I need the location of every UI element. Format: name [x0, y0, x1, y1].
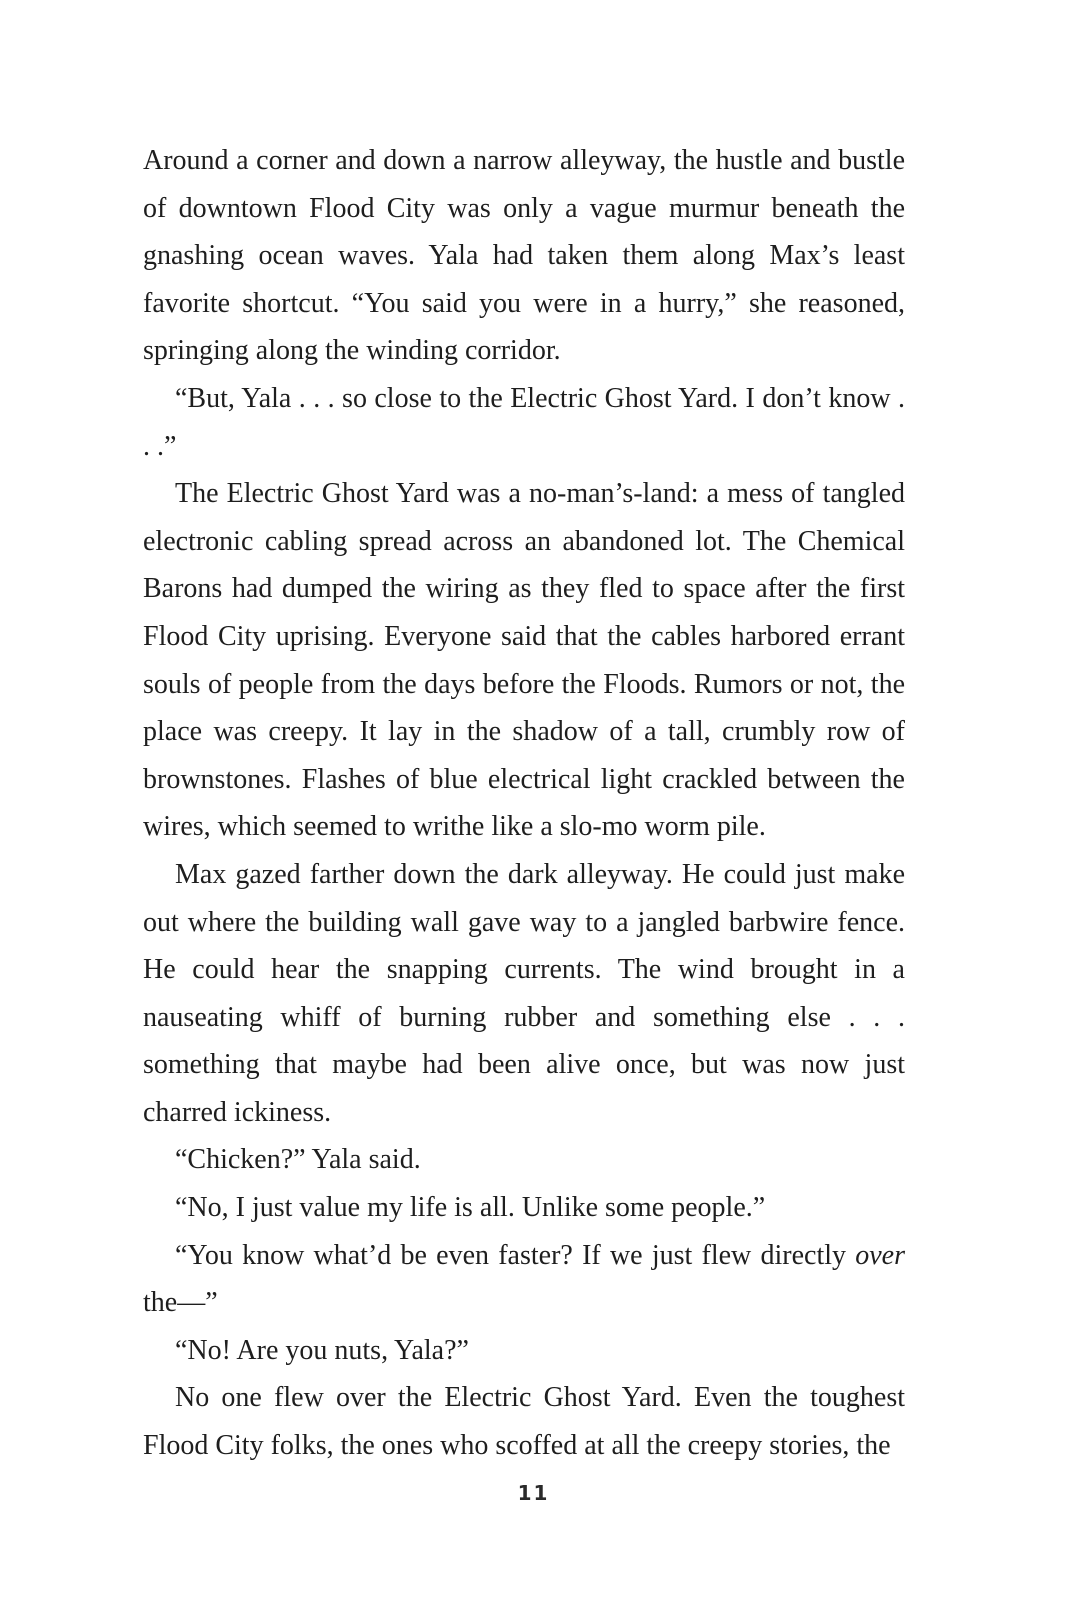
page-number: 11	[517, 1481, 550, 1505]
paragraph-7	[143, 1232, 905, 1327]
paragraph-7-after: the—”	[143, 1287, 218, 1319]
paragraph-7-before: “You know what’d be even faster? If we just flew directly	[175, 1239, 856, 1271]
paragraph-2: “But, Yala . . . so close to the Electric Ghost Yard. I don’t know . . .”	[143, 382, 905, 462]
paragraph-3: The Electric Ghost Yard was a no-man’s-land: a mess of tangled electronic cabling spread across an abandoned lot. The Chemical Barons had dumped the wiring as they fled to space after the first Flood City uprising. Everyone said that the cables harbored errant souls of people from the days before the Floods. Rumors or not, the place was creepy. It lay in the shadow of a tall, crumbly row of brownstones. Flashes of blue electrical light crackled between the wires, which seemed to writhe like a slo-mo worm pile.	[143, 478, 905, 843]
paragraph-8: “No! Are you nuts, Yala?”	[175, 1334, 469, 1366]
paragraph-1: Around a corner and down a narrow alleyway, the hustle and bustle of downtown Flood City was only a vague murmur beneath the gnashing ocean waves. Yala had taken them along Max’s least favorite shortcut. “You said you were in a hurry,” she reasoned, springing along the winding corridor.	[143, 145, 905, 367]
paragraph-6: “No, I just value my life is all. Unlike some people.”	[175, 1192, 766, 1224]
paragraph-4: Max gazed farther down the dark alleyway. He could just make out where the building wall gave way to a jangled barbwire fence. He could hear the snapping currents. The wind brought in a nauseating whiff of burning rubber and something else . . . something that maybe had been alive once, but was now just charred ickiness.	[143, 858, 905, 1128]
paragraph-7-emphasis: over	[855, 1239, 905, 1271]
paragraph-9: No one flew over the Electric Ghost Yard. Even the toughest Flood City folks, the ones who scoffed at all the creepy stories, the	[143, 1382, 905, 1462]
paragraph-5: “Chicken?” Yala said.	[175, 1144, 421, 1176]
body-text	[143, 137, 905, 1470]
